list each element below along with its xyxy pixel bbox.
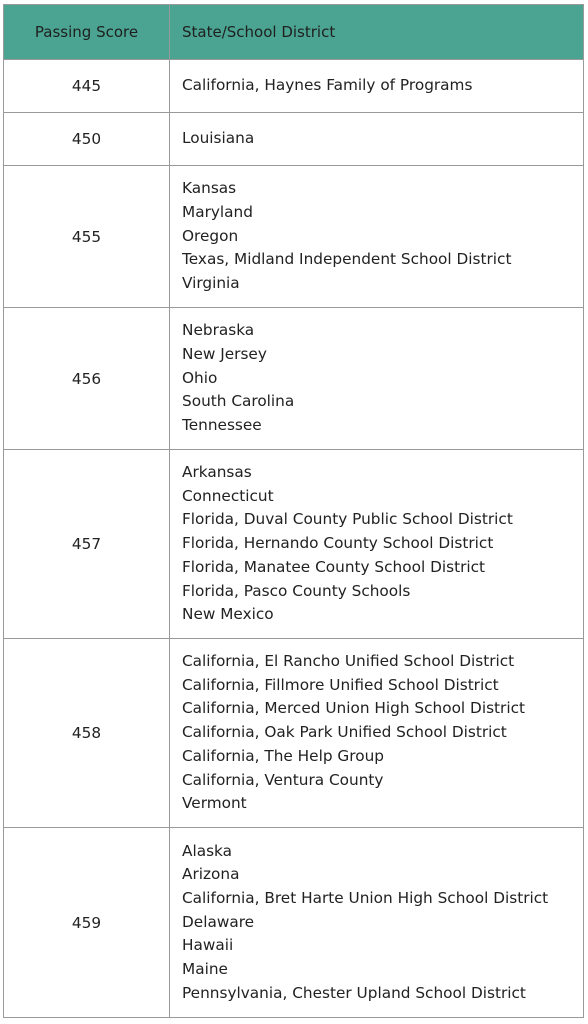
state-entry: Vermont [182, 794, 247, 813]
state-entry: Kansas [182, 179, 237, 198]
state-entry: Arkansas [182, 463, 252, 482]
state-entry: Maryland [182, 202, 253, 221]
table-row [4, 639, 584, 828]
states-cell [170, 639, 584, 828]
table-header-row [4, 5, 584, 60]
states-cell [170, 60, 584, 113]
table-row [4, 308, 584, 450]
state-entry: New Jersey [182, 344, 267, 363]
state-entry: Virginia [182, 274, 240, 293]
state-entry: California, Fillmore Unified School District [182, 675, 499, 694]
state-entry: Hawaii [182, 936, 234, 955]
table-row [4, 450, 584, 639]
table-row [4, 113, 584, 166]
state-entry: California, Ventura County [182, 770, 384, 789]
states-cell [170, 308, 584, 450]
state-entry: South Carolina [182, 392, 295, 411]
state-entry: Oregon [182, 226, 239, 245]
states-cell [170, 828, 584, 1018]
state-entry: California, Haynes Family of Programs [182, 76, 473, 95]
states-cell [170, 113, 584, 166]
state-entry: Florida, Manatee County School District [182, 557, 486, 576]
state-entry: Florida, Duval County Public School District [182, 510, 513, 529]
passing-score-cell: 450 [4, 113, 170, 166]
state-entry: Arizona [182, 865, 240, 884]
header-state-school-district: State/School District [170, 5, 584, 60]
state-entry: Connecticut [182, 486, 274, 505]
state-entry: Tennessee [182, 416, 262, 435]
header-passing-score: Passing Score [4, 5, 170, 60]
passing-score-cell: 445 [4, 60, 170, 113]
passing-score-cell: 456 [4, 308, 170, 450]
states-cell [170, 450, 584, 639]
state-entry: Florida, Pasco County Schools [182, 581, 411, 600]
table-body [4, 60, 584, 1018]
state-entry: Nebraska [182, 321, 255, 340]
state-entry: Alaska [182, 841, 233, 860]
state-entry: California, Oak Park Unified School District [182, 723, 507, 742]
state-entry: Florida, Hernando County School District [182, 534, 494, 553]
passing-score-cell: 459 [4, 828, 170, 1018]
state-entry: Delaware [182, 912, 255, 931]
state-entry: Louisiana [182, 129, 255, 148]
passing-score-cell: 455 [4, 166, 170, 308]
passing-score-table [3, 4, 584, 1018]
table-row [4, 828, 584, 1018]
state-entry: California, Merced Union High School District [182, 699, 525, 718]
passing-score-cell: 458 [4, 639, 170, 828]
state-entry: New Mexico [182, 605, 274, 624]
state-entry: Texas, Midland Independent School District [182, 250, 512, 269]
states-cell [170, 166, 584, 308]
table-row [4, 166, 584, 308]
state-entry: Maine [182, 960, 228, 979]
passing-score-cell: 457 [4, 450, 170, 639]
passing-score-table-wrapper [3, 4, 584, 1018]
state-entry: Ohio [182, 368, 218, 387]
table-row [4, 60, 584, 113]
state-entry: Pennsylvania, Chester Upland School District [182, 983, 526, 1002]
state-entry: California, El Rancho Unified School District [182, 652, 515, 671]
state-entry: California, The Help Group [182, 746, 384, 765]
state-entry: California, Bret Harte Union High School District [182, 888, 549, 907]
